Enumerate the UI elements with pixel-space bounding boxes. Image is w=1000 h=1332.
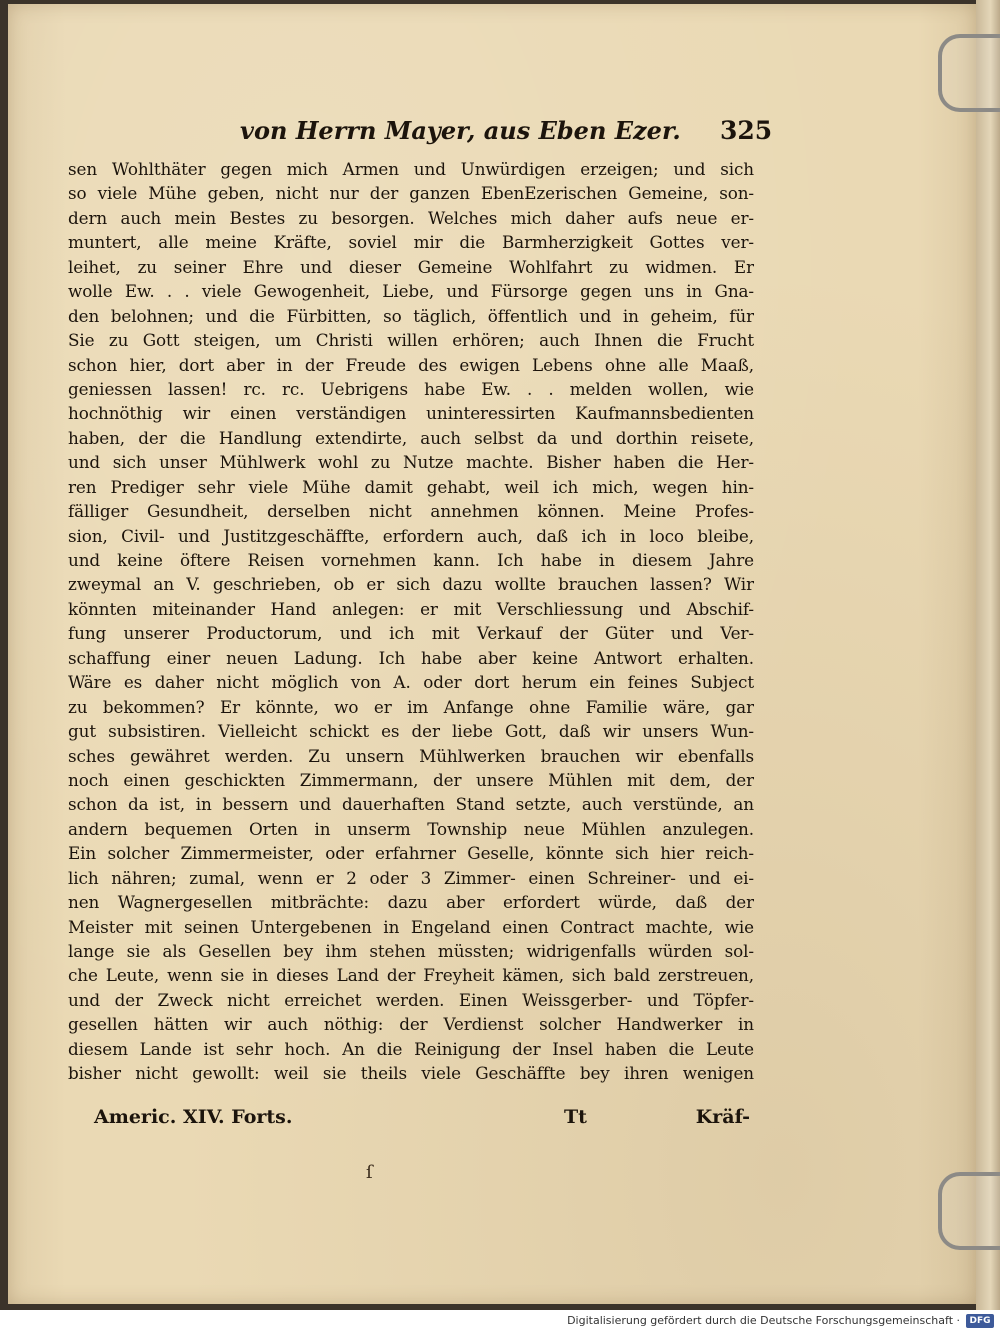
text-line: Wäre es daher nicht möglich von A. oder dort herum ein feines Subject bbox=[68, 672, 754, 693]
text-line: zu bekommen? Er könnte, wo er im Anfange ohne Familie wäre, gar bbox=[68, 696, 754, 717]
book-page bbox=[8, 4, 976, 1304]
text-line: dern auch mein Bestes zu besorgen. Welches mich daher aufs neue er- bbox=[68, 207, 754, 228]
text-line: fälliger Gesundheit, derselben nicht annehmen können. Meine Profes- bbox=[68, 501, 754, 522]
text-line: noch einen geschickten Zimmermann, der unsere Mühlen mit dem, der bbox=[68, 769, 754, 790]
credit-text: Digitalisierung gefördert durch die Deutsche Forschungsgemeinschaft · bbox=[567, 1314, 960, 1327]
text-line: Sie zu Gott steigen, um Christi willen erhören; auch Ihnen die Frucht bbox=[68, 330, 754, 351]
text-line: che Leute, wenn sie in dieses Land der Freyheit kämen, sich bald zerstreuen, bbox=[68, 965, 754, 986]
text-line: und der Zweck nicht erreichet werden. Einen Weissgerber- und Töpfer- bbox=[68, 989, 754, 1010]
text-line: sches gewähret werden. Zu unsern Mühlwerken brauchen wir ebenfalls bbox=[68, 745, 754, 766]
paper-clip-icon bbox=[938, 1172, 1000, 1250]
text-line: geniessen lassen! rc. rc. Uebrigens habe Ew. . . melden wollen, wie bbox=[68, 378, 754, 399]
text-line: schaffung einer neuen Ladung. Ich habe aber keine Antwort erhalten. bbox=[68, 647, 754, 668]
text-line: gut subsistiren. Vielleicht schickt es der liebe Gott, daß wir unsers Wun- bbox=[68, 721, 754, 742]
catchword: Kräf- bbox=[695, 1106, 750, 1128]
text-line: leihet, zu seiner Ehre und dieser Gemeine Wohlfahrt zu widmen. Er bbox=[68, 256, 754, 277]
dfg-logo: DFG bbox=[966, 1314, 994, 1328]
text-line: fung unserer Productorum, und ich mit Verkauf der Güter und Ver- bbox=[68, 623, 754, 644]
text-line: nen Wagnergesellen mitbrächte: dazu aber erfordert würde, daß der bbox=[68, 892, 754, 913]
text-line: muntert, alle meine Kräfte, soviel mir die Barmherzigkeit Gottes ver- bbox=[68, 232, 754, 253]
text-line: gesellen hätten wir auch nöthig: der Verdienst solcher Handwerker in bbox=[68, 1014, 754, 1035]
text-line: Ein solcher Zimmermeister, oder erfahrner Geselle, könnte sich hier reich- bbox=[68, 843, 754, 864]
text-line: lange sie als Gesellen bey ihm stehen müssten; widrigenfalls würden sol- bbox=[68, 941, 754, 961]
text-line: wolle Ew. . . viele Gewogenheit, Liebe, und Fürsorge gegen uns in Gna- bbox=[68, 281, 754, 302]
text-line: Meister mit seinen Untergebenen in Engeland einen Contract machte, wie bbox=[68, 916, 754, 937]
paper-clip-icon bbox=[938, 34, 1000, 112]
text-line: hochnöthig wir einen verständigen uninteressirten Kaufmannsbedienten bbox=[68, 403, 754, 424]
text-line: ren Prediger sehr viele Mühe damit gehabt, weil ich mich, wegen hin- bbox=[68, 476, 754, 497]
signature-mark: Tt bbox=[564, 1106, 587, 1128]
text-line: lich nähren; zumal, wenn er 2 oder 3 Zimmer- einen Schreiner- und ei- bbox=[68, 867, 754, 888]
text-line: den belohnen; und die Fürbitten, so täglich, öffentlich und in geheim, für bbox=[68, 305, 754, 326]
body-text bbox=[68, 157, 754, 1086]
text-line: und keine öftere Reisen vornehmen kann. Ich habe in diesem Jahre bbox=[68, 550, 754, 570]
page-footer bbox=[94, 1106, 754, 1140]
text-line: könnten miteinander Hand anlegen: er mit Verschliessung und Abschif- bbox=[68, 598, 754, 619]
text-line: andern bequemen Orten in unserm Township neue Mühlen anzulegen. bbox=[68, 818, 754, 839]
text-line: sion, Civil- und Justitzgeschäffte, erfordern auch, daß ich in loco bleibe, bbox=[68, 525, 754, 546]
ink-smudge: ſ bbox=[366, 1162, 373, 1183]
text-line: haben, der die Handlung extendirte, auch selbst da und dorthin reisete, bbox=[68, 427, 754, 448]
text-line: schon hier, dort aber in der Freude des ewigen Lebens ohne alle Maaß, bbox=[68, 354, 754, 375]
page-number: 325 bbox=[720, 116, 773, 145]
footer-reference: Americ. XIV. Forts. bbox=[94, 1106, 293, 1128]
text-line: bisher nicht gewollt: weil sie theils viele Geschäffte bey ihren wenigen bbox=[68, 1063, 754, 1084]
text-line: so viele Mühe geben, nicht nur der ganzen EbenEzerischen Gemeine, son- bbox=[68, 183, 754, 204]
text-line: schon da ist, in bessern und dauerhaften Stand setzte, auch verstünde, an bbox=[68, 794, 754, 815]
page-edge bbox=[976, 0, 1000, 1310]
credit-bar bbox=[0, 1310, 1000, 1332]
text-line: zweymal an V. geschrieben, ob er sich dazu wollte brauchen lassen? Wir bbox=[68, 574, 754, 595]
text-line: diesem Lande ist sehr hoch. An die Reinigung der Insel haben die Leute bbox=[68, 1038, 754, 1059]
running-title: von Herrn Mayer, aus Eben Ezer. bbox=[240, 116, 681, 145]
text-line: und sich unser Mühlwerk wohl zu Nutze machte. Bisher haben die Her- bbox=[68, 452, 754, 473]
text-line: sen Wohlthäter gegen mich Armen und Unwürdigen erzeigen; und sich bbox=[68, 159, 754, 179]
